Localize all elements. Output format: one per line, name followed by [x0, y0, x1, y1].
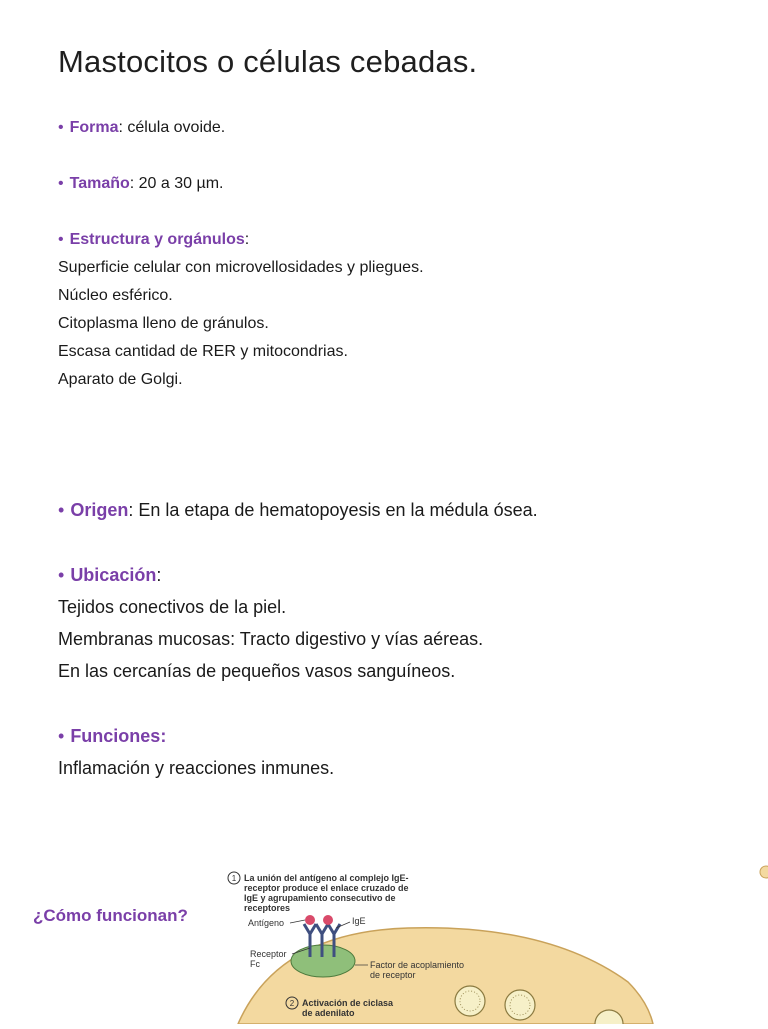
bullet-icon: •: [58, 565, 65, 585]
right-edge-circle: [760, 866, 768, 878]
ubicacion-label: Ubicación: [70, 565, 157, 585]
tamano-label: Tamaño: [69, 175, 130, 192]
ubicacion-section: [58, 559, 483, 687]
antigen-icon: [305, 915, 333, 925]
step2-text-line: de adenilato: [302, 1008, 355, 1018]
ubicacion-line: Tejidos conectivos de la piel.: [58, 597, 287, 617]
estructura-line: Superficie celular con microvellosidades y pliegues.: [58, 259, 424, 276]
funciones-line: Inflamación y reacciones inmunes.: [58, 758, 335, 778]
estructura-section: [58, 226, 424, 394]
antigen-label: Antígeno: [248, 918, 285, 928]
estructura-label: Estructura y orgánulos: [69, 231, 245, 248]
receptor-label: Fc: [250, 959, 260, 969]
bullet-icon: •: [58, 119, 64, 136]
step1-text-line: IgE y agrupamiento consecutivo de: [244, 893, 396, 903]
tamano-text: : 20 a 30 µm.: [129, 175, 224, 192]
step2-text-line: Activación de ciclasa: [302, 998, 394, 1008]
estructura-line: Citoplasma lleno de gránulos.: [58, 315, 269, 332]
receptor-label: Receptor: [250, 949, 287, 959]
forma-section: [58, 114, 225, 142]
bullet-icon: •: [58, 500, 65, 520]
cell-membrane: [238, 928, 653, 1024]
granule-icon: [505, 990, 535, 1020]
estructura-line: Escasa cantidad de RER y mitocondrias.: [58, 343, 348, 360]
funciones-label: Funciones:: [70, 726, 167, 746]
tamano-section: [58, 170, 223, 198]
ubicacion-colon: :: [156, 565, 162, 585]
granule-icon: [455, 986, 485, 1016]
ige-receptor-icon: [304, 924, 340, 957]
ige-label: IgE: [352, 916, 366, 926]
bullet-icon: •: [58, 231, 64, 248]
coupling-label: Factor de acoplamiento: [370, 960, 465, 970]
step1-number: 1: [231, 874, 237, 883]
coupling-label: de receptor: [370, 970, 416, 980]
estructura-line: Núcleo esférico.: [58, 287, 173, 304]
origen-label: Origen: [70, 500, 129, 520]
step1-text-line: receptores: [244, 903, 291, 913]
page-title: Mastocitos o células cebadas.: [58, 44, 478, 79]
ubicacion-line: En las cercanías de pequeños vasos sanguíneos.: [58, 661, 456, 681]
bullet-icon: •: [58, 175, 64, 192]
step2-number: 2: [289, 999, 295, 1008]
estructura-colon: :: [244, 231, 250, 248]
step1-text-line: La unión del antígeno al complejo IgE-: [244, 873, 409, 883]
question-heading: ¿Cómo funcionan?: [33, 906, 188, 925]
forma-label: Forma: [69, 119, 119, 136]
origen-section: [58, 494, 538, 526]
step1-text-line: receptor produce el enlace cruzado de: [244, 883, 409, 893]
bullet-icon: •: [58, 726, 65, 746]
mast-cell-figure: [218, 862, 768, 1029]
forma-text: : célula ovoide.: [118, 119, 226, 136]
estructura-line: Aparato de Golgi.: [58, 371, 183, 388]
funciones-section: [58, 720, 334, 784]
ubicacion-line: Membranas mucosas: Tracto digestivo y vías aéreas.: [58, 629, 484, 649]
origen-text: : En la etapa de hematopoyesis en la médula ósea.: [128, 500, 538, 520]
